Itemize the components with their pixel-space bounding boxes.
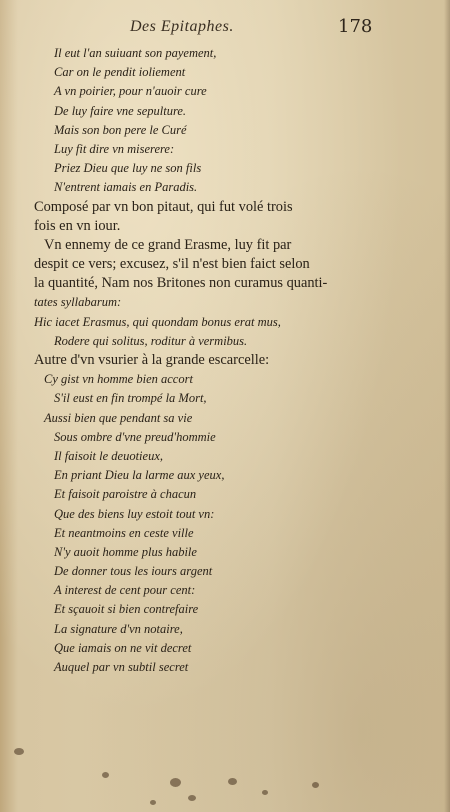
text-line: Que iamais on ne vit decret [54,640,192,655]
text-line: Sous ombre d'vne preud'hommie [54,429,216,444]
text-line: Luy fit dire vn miserere: [54,141,175,156]
text-line: Mais son bon pere le Curé [54,122,187,137]
text-line: En priant Dieu la larme aux yeux, [54,468,225,483]
text-line: fois en vn iour. [34,217,121,234]
text-line: Vn ennemy de ce grand Erasme, luy fit par [44,236,292,253]
page-edge-shadow [444,0,450,812]
running-head: Des Epitaphes. [130,18,234,35]
ink-stain [14,748,24,755]
text-line: Composé par vn bon pitaut, qui fut volé trois [34,198,293,215]
text-line: Et sçauoit si bien contrefaire [54,602,199,617]
text-line: Que des biens luy estoit tout vn: [54,506,215,521]
text-line: Priez Dieu que luy ne son fils [54,161,202,176]
text-line: Hic iacet Erasmus, qui quondam bonus erat mus, [34,314,281,329]
text-line: A interest de cent pour cent: [54,583,196,598]
text-line: Aussi bien que pendant sa vie [44,410,193,425]
text-line: Et faisoit paroistre à chacun [54,487,197,502]
ink-stain [170,778,181,787]
text-line: De donner tous les iours argent [54,564,213,579]
text-line: De luy faire vne sepulture. [54,103,187,118]
ink-stain [102,772,109,778]
ink-stain [262,790,268,795]
text-line: Et neantmoins en ceste ville [54,525,194,540]
ink-stain [188,795,196,801]
ink-stain [312,782,319,788]
text-line: tates syllabarum: [34,295,122,310]
text-line: Car on le pendit ioliement [54,65,186,80]
text-line: Rodere qui solitus, roditur à vermibus. [54,333,248,348]
text-line: la quantité, Nam nos Britones non curamus quanti- [34,275,328,292]
text-line: La signature d'vn notaire, [54,621,183,636]
page-header [0,14,450,38]
ink-stain [228,778,237,785]
text-line: N'entrent iamais en Paradis. [54,180,198,195]
text-line: Il eut l'an suiuant son payement, [54,46,217,60]
text-line: despit ce vers; excusez, s'il n'est bien faict selon [34,256,310,273]
text-line: N'y auoit homme plus habile [54,544,197,559]
text-line: Auquel par vn subtil secret [54,660,189,674]
text-line: Autre d'vn vsurier à la grande escarcelle: [34,352,270,368]
text-block [34,44,426,677]
text-line: Il faisoit le deuotieux, [54,448,164,463]
page-number: 178 [338,16,373,37]
text-line: A vn poirier, pour n'auoir cure [54,84,207,99]
text-line: S'il eust en fin trompé la Mort, [54,391,207,406]
text-line: Cy gist vn homme bien accort [44,372,193,387]
ink-stain [150,800,156,805]
